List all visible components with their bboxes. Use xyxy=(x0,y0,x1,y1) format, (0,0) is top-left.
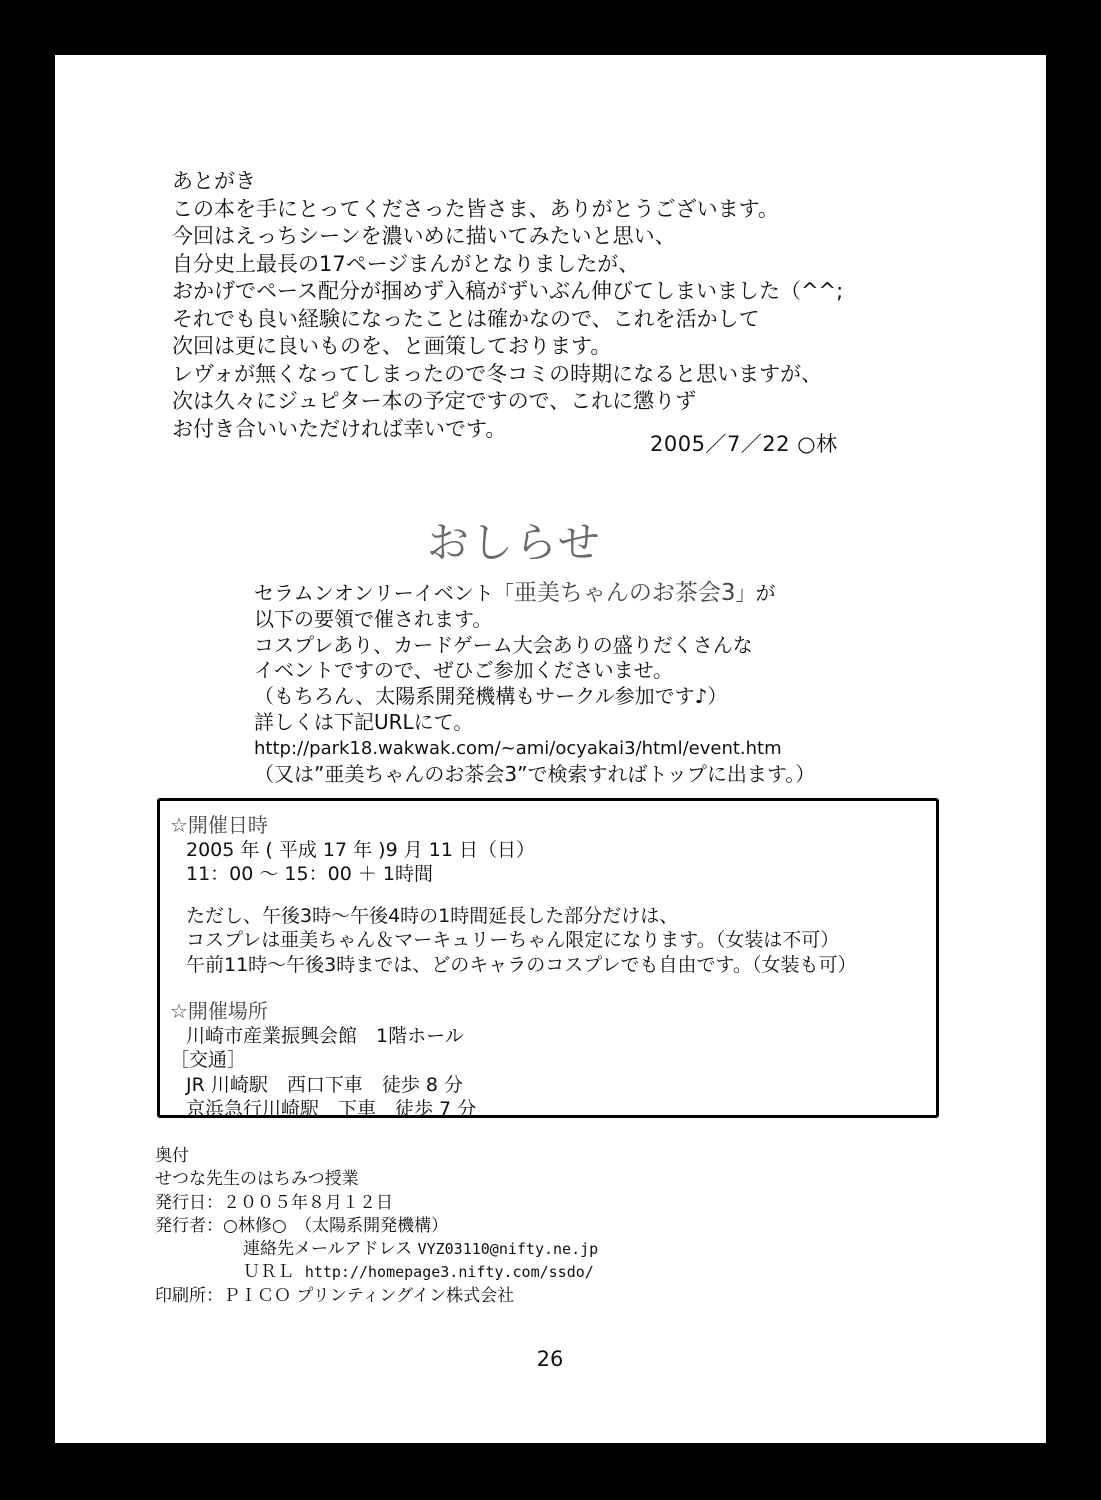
event-date: 2005 年 ( 平成 17 年 )9 月 11 日（日） xyxy=(186,838,535,861)
transport-line: JR 川崎駅 西口下車 徒歩 8 分 xyxy=(186,1073,464,1096)
contact-email: VYZ03110@nifty.ne.jp xyxy=(417,1240,599,1259)
publisher: 発行者：○林修○ （太陽系開発機構） xyxy=(155,1215,449,1236)
afterword-line: 自分史上最長の17ページまんがとなりましたが、 xyxy=(172,251,640,276)
afterword-line: この本を手にとってくださった皆さま、ありがとうございます。 xyxy=(172,196,779,221)
transport-line: 京浜急行川崎駅 下車 徒歩 7 分 xyxy=(186,1098,477,1120)
notice-line: イベントですので、ぜひご参加くださいませ。 xyxy=(254,658,673,683)
event-note: 午前11時～午後3時までは、どのキャラのコスプレでも自由です。（女装も可） xyxy=(186,953,857,976)
event-time: 11：00 ～ 15：00 ＋ 1時間 xyxy=(186,863,433,885)
notice-line: 以下の要領で催されます。 xyxy=(254,606,493,631)
notice-line: （もちろん、太陽系開発機構もサークル参加です♪） xyxy=(254,684,728,709)
afterword-heading: あとがき xyxy=(172,169,256,193)
event-url: http://park18.wakwak.com/~ami/ocyakai3/html/event.htm xyxy=(254,737,782,759)
afterword-line: それでも良い経験になったことは確かなので、これを活かして xyxy=(172,306,760,331)
notice-line-prefix: セラムンオンリーイベント「 xyxy=(254,581,514,605)
notice-line-event xyxy=(254,581,815,607)
afterword-line: レヴォが無くなってしまったので冬コミの時期になると思いますが、 xyxy=(172,361,823,386)
event-note: コスプレは亜美ちゃん＆マーキュリーちゃん限定になります。（女装は不可） xyxy=(186,929,840,951)
issue-date: 発行日：２００５年８月１２日 xyxy=(155,1192,393,1213)
afterword-line: おかげでペース配分が掴めず入稿がずいぶん伸びてしまいました（^^; xyxy=(172,279,844,303)
colophon-heading: 奥付 xyxy=(155,1146,189,1166)
page-number: 26 xyxy=(536,1347,564,1371)
colophon-url: http://homepage3.nifty.com/ssdo/ xyxy=(304,1263,594,1282)
spacer xyxy=(170,977,857,999)
afterword-signature: 2005／7／22 ○林 xyxy=(650,432,838,456)
event-name: 亜美ちゃんのお茶会3 xyxy=(513,580,736,606)
afterword-section xyxy=(172,168,872,443)
notice-line: 詳しくは下記URLにて。 xyxy=(254,709,474,734)
date-heading: ☆開催日時 xyxy=(170,813,268,837)
spacer xyxy=(170,887,857,904)
colophon-section xyxy=(155,1145,598,1308)
afterword-line: 次は久々にジュピター本の予定ですので、これに懲りず xyxy=(172,389,697,413)
printer: 印刷所：ＰＩＣＯ プリンティングイン株式会社 xyxy=(155,1285,515,1306)
notice-title: おしらせ xyxy=(427,518,602,567)
venue-heading: ☆開催場所 xyxy=(170,999,268,1023)
event-note: ただし、午後3時～午後4時の1時間延長した部分だけは、 xyxy=(186,904,679,927)
afterword-line: お付き合いいただければ幸いです。 xyxy=(172,416,507,441)
event-details-box xyxy=(157,798,939,1118)
book-title: せつな先生のはちみつ授業 xyxy=(155,1169,359,1190)
notice-section xyxy=(254,581,815,787)
contact-line xyxy=(155,1238,598,1261)
page xyxy=(55,55,1046,1443)
afterword-line: 次回は更に良いものを、と画策しております。 xyxy=(172,334,612,358)
event-details xyxy=(170,813,857,1122)
url-line xyxy=(155,1261,598,1284)
search-hint: （又は”亜美ちゃんのお茶会3”で検索すればトップに出ます。） xyxy=(254,761,816,786)
transport-heading: ［交通］ xyxy=(170,1049,247,1071)
afterword-line: 今回はえっちシーンを濃いめに描いてみたいと思い、 xyxy=(172,224,676,248)
url-label: ＵＲＬ xyxy=(243,1262,294,1283)
notice-line: コスプレあり、カードゲーム大会ありの盛りだくさんな xyxy=(254,632,753,657)
notice-line-suffix: 」が xyxy=(735,581,776,605)
contact-label: 連絡先メールアドレス xyxy=(243,1239,413,1260)
event-venue: 川崎市産業振興会館 1階ホール xyxy=(186,1024,464,1047)
